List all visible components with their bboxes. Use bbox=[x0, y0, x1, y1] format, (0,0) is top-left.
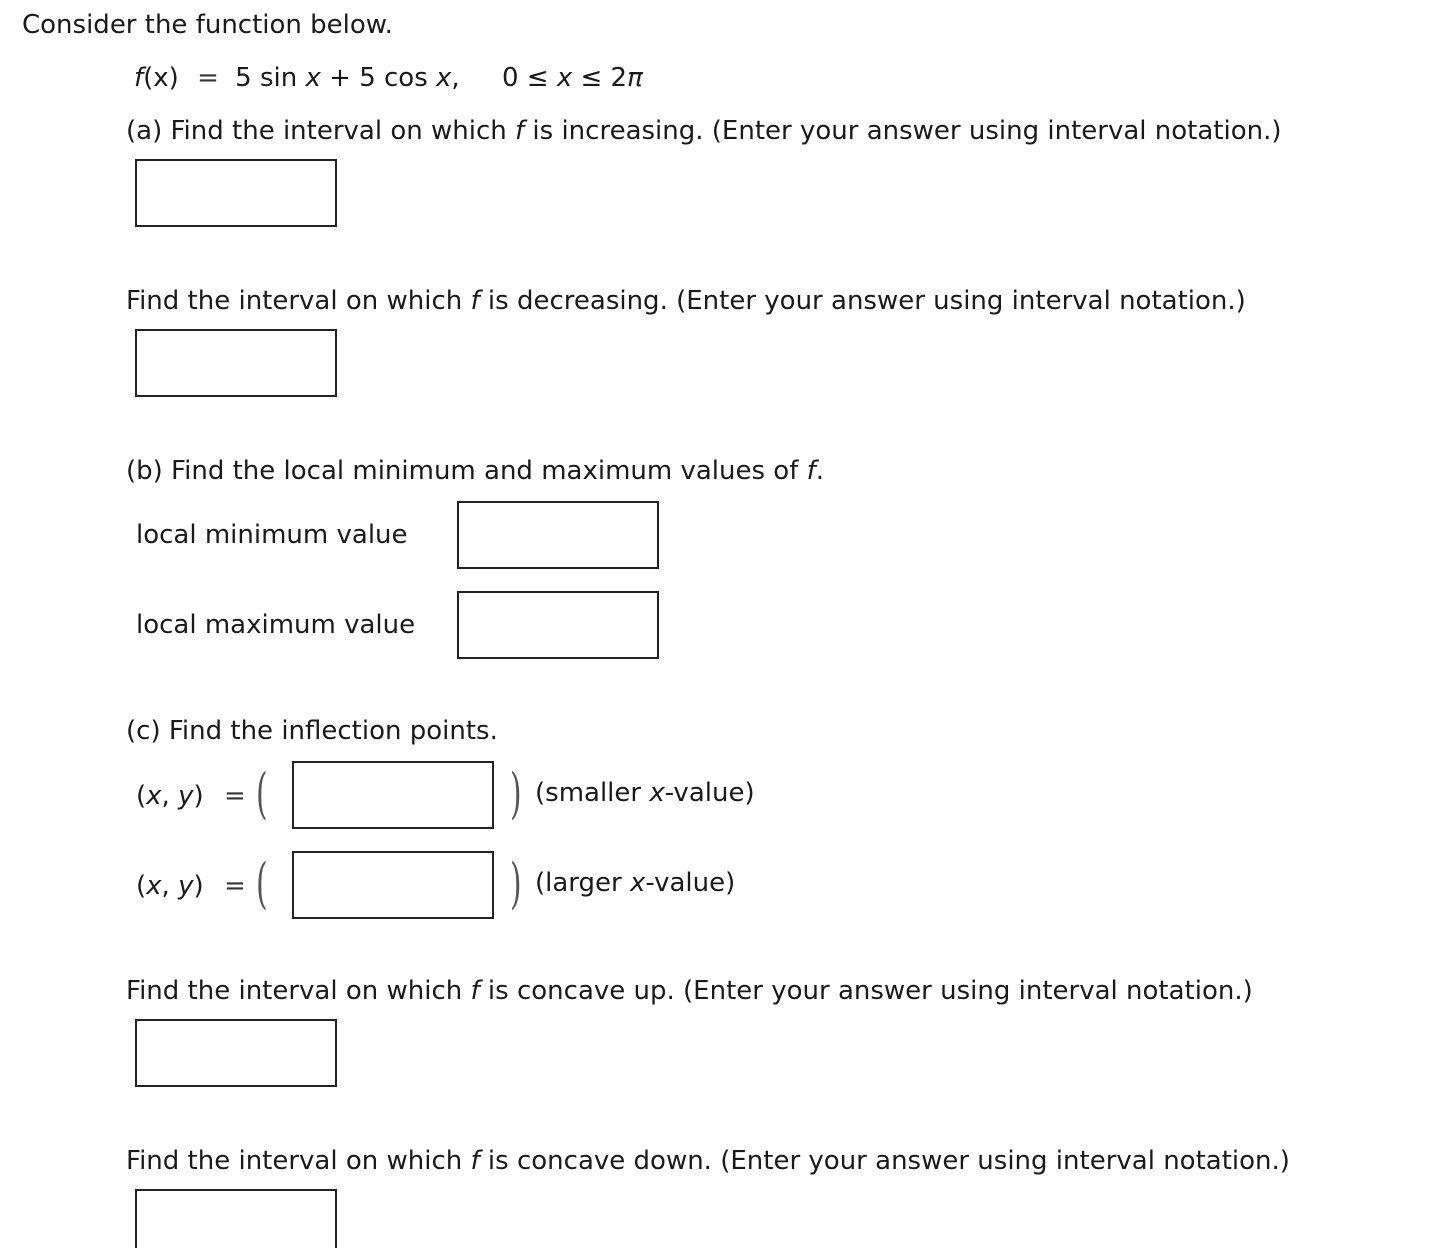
prompt-suffix: is concave up. (Enter your answer using interval notation.) bbox=[479, 976, 1253, 1006]
point2-close-paren: ) bbox=[510, 852, 522, 915]
prompt-f: f bbox=[806, 456, 816, 486]
larger-x-value-label bbox=[535, 867, 735, 899]
domain-var-x: x bbox=[556, 63, 573, 93]
prompt-prefix: Find the interval on which bbox=[126, 976, 471, 1006]
xy-x: x bbox=[146, 781, 162, 811]
xy-close: ) bbox=[193, 781, 204, 811]
xy-close: ) bbox=[193, 871, 204, 901]
part-a-increasing-prompt bbox=[126, 115, 1281, 147]
prompt-suffix: . bbox=[815, 456, 825, 486]
inflection-point-1-input[interactable] bbox=[292, 761, 494, 829]
prompt-f: f bbox=[470, 1146, 480, 1176]
decreasing-interval-input[interactable] bbox=[135, 329, 337, 397]
prompt-prefix: Find the interval on which bbox=[126, 286, 471, 316]
local-max-input[interactable] bbox=[457, 591, 659, 659]
label-suffix: -value) bbox=[664, 778, 755, 808]
point2-open-paren: ( bbox=[256, 852, 268, 915]
prompt-f: f bbox=[515, 116, 525, 146]
prompt-suffix: is decreasing. (Enter your answer using interval notation.) bbox=[479, 286, 1246, 316]
point1-close-paren: ) bbox=[510, 762, 522, 825]
concave-down-prompt bbox=[126, 1145, 1290, 1177]
point2-xy-label bbox=[136, 870, 204, 902]
prompt-prefix: Find the interval on which bbox=[126, 1146, 471, 1176]
concave-down-interval-input[interactable] bbox=[135, 1189, 337, 1248]
local-max-label: local maximum value bbox=[136, 610, 416, 640]
smaller-x-value-label bbox=[535, 777, 755, 809]
domain-left: 0 ≤ bbox=[501, 63, 557, 93]
xy-x: x bbox=[146, 871, 162, 901]
prompt-suffix: is concave down. (Enter your answer using interval notation.) bbox=[479, 1146, 1290, 1176]
label-prefix: (smaller bbox=[535, 778, 650, 808]
prompt-f: f bbox=[470, 976, 480, 1006]
xy-y: y bbox=[178, 871, 194, 901]
xy-open: ( bbox=[136, 871, 147, 901]
label-x: x bbox=[649, 778, 665, 808]
function-equals: = bbox=[197, 63, 219, 93]
domain-right: ≤ 2 bbox=[572, 63, 628, 93]
xy-comma: , bbox=[161, 871, 179, 901]
function-argument: (x) bbox=[143, 63, 179, 93]
function-term-sin: 5 sin bbox=[235, 63, 306, 93]
function-name: f bbox=[134, 63, 144, 93]
increasing-interval-input[interactable] bbox=[135, 159, 337, 227]
label-suffix: -value) bbox=[645, 868, 736, 898]
label-prefix: (larger bbox=[535, 868, 630, 898]
function-definition bbox=[134, 62, 643, 94]
local-min-label: local minimum value bbox=[136, 520, 408, 550]
point1-open-paren: ( bbox=[256, 762, 268, 825]
prompt-prefix: (b) Find the local minimum and maximum values of bbox=[126, 456, 807, 486]
point1-xy-label bbox=[136, 780, 204, 812]
inflection-point-2-input[interactable] bbox=[292, 851, 494, 919]
concave-up-interval-input[interactable] bbox=[135, 1019, 337, 1087]
function-var-x1: x bbox=[305, 63, 321, 93]
intro-text: Consider the function below. bbox=[22, 10, 393, 40]
concave-up-prompt bbox=[126, 975, 1253, 1007]
part-c-prompt: (c) Find the inflection points. bbox=[126, 716, 498, 746]
xy-y: y bbox=[178, 781, 194, 811]
function-term-cos: + 5 cos bbox=[320, 63, 437, 93]
prompt-suffix: is increasing. (Enter your answer using interval notation.) bbox=[524, 116, 1282, 146]
point2-equals: = bbox=[224, 871, 246, 901]
xy-open: ( bbox=[136, 781, 147, 811]
label-x: x bbox=[630, 868, 646, 898]
point1-equals: = bbox=[224, 781, 246, 811]
prompt-prefix: (a) Find the interval on which bbox=[126, 116, 515, 146]
xy-comma: , bbox=[161, 781, 179, 811]
function-comma: , bbox=[451, 63, 460, 93]
function-var-x2: x bbox=[436, 63, 452, 93]
local-min-input[interactable] bbox=[457, 501, 659, 569]
part-a-decreasing-prompt bbox=[126, 285, 1246, 317]
prompt-f: f bbox=[470, 286, 480, 316]
part-b-prompt bbox=[126, 455, 824, 487]
domain-pi: π bbox=[627, 63, 643, 93]
